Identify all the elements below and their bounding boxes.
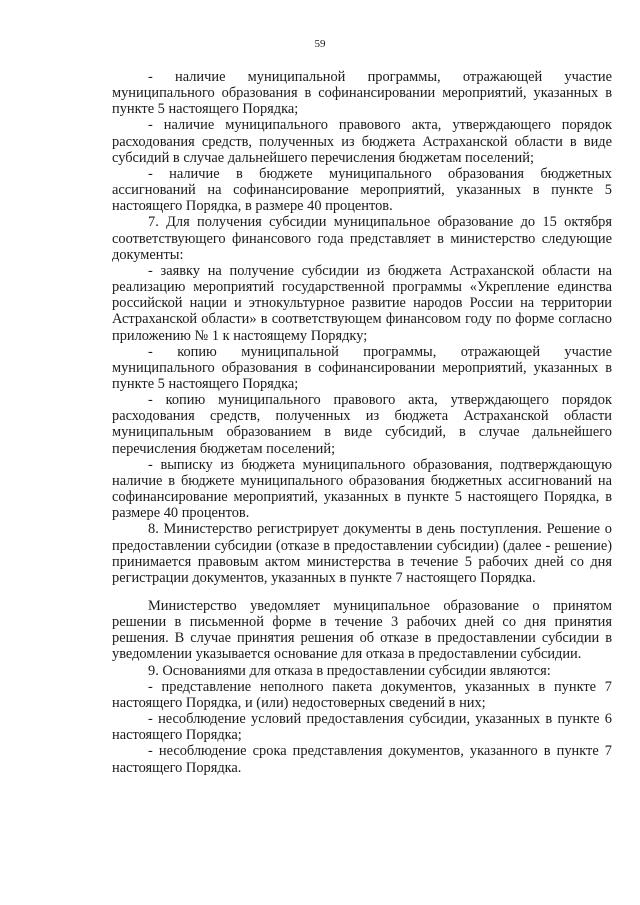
paragraph: - представление неполного пакета документов, указанных в пункте 7 настоящего Порядка, и (или) недостоверных сведений в них; bbox=[112, 678, 612, 711]
paragraph: 7. Для получения субсидии муниципальное образование до 15 октября соответствующего финансового года представляет в министерство следующие документы: bbox=[112, 214, 612, 263]
paragraph: - заявку на получение субсидии из бюджета Астраханской области на реализацию мероприятий государственной программы «Укрепление единства российской нации и этнокультурное развитие народов России на территории Астраханской области» в соответствующем финансовом году по форме согласно приложению № 1 к настоящему Порядку; bbox=[112, 262, 612, 344]
paragraph: 9. Основаниями для отказа в предоставлении субсидии являются: bbox=[148, 662, 551, 679]
paragraph: 8. Министерство регистрирует документы в день поступления. Решение о предоставлении субсидии (отказе в предоставлении субсидии) (далее - решение) принимается правовым актом министерства в течение 5 рабочих дней со дня регистрации документов, указанных в пункте 7 настоящего Порядка. bbox=[112, 521, 612, 586]
paragraph: - наличие муниципального правового акта, утверждающего порядок расходования средств, полученных из бюджета Астраханской области в виде субсидий в случае дальнейшего перечисления бюджетам поселений; bbox=[112, 117, 612, 166]
paragraph: - несоблюдение срока представления документов, указанного в пункте 7 настоящего Порядка. bbox=[112, 743, 612, 776]
paragraph: - наличие в бюджете муниципального образования бюджетных ассигнований на софинансирование мероприятий, указанных в пункте 5 настоящего Порядка, в размере 40 процентов. bbox=[112, 165, 612, 215]
paragraph: - несоблюдение условий предоставления субсидии, указанных в пункте 6 настоящего Порядка; bbox=[112, 711, 612, 744]
page-number: 59 bbox=[314, 38, 326, 50]
paragraph: - наличие муниципальной программы, отражающей участие муниципального образования в софинансировании мероприятий, указанных в пункте 5 настоящего Порядка; bbox=[112, 69, 612, 118]
paragraph: - выписку из бюджета муниципального образования, подтверждающую наличие в бюджете муниципального образования бюджетных ассигнований на софинансирование мероприятий, указанных в пункте 5 настоящего Порядка, в размере 40 процентов. bbox=[112, 456, 612, 522]
paragraph: Министерство уведомляет муниципальное образование о принятом решении в письменной форме в течение 3 рабочих дней со дня принятия решения. В случае принятия решения об отказе в предоставлении субсидии в уведомлении указывается основание для отказа в предоставлении субсидии. bbox=[112, 598, 612, 663]
paragraph: - копию муниципальной программы, отражающей участие муниципального образования в софинансировании мероприятий, указанных в пункте 5 настоящего Порядка; bbox=[112, 343, 612, 392]
document-body bbox=[112, 69, 612, 776]
paragraph: - копию муниципального правового акта, утверждающего порядок расходования средств, полученных из бюджета Астраханской области муниципальным образованием в виде субсидий, в случае дальнейшего перечисления бюджетам поселений; bbox=[112, 392, 612, 457]
